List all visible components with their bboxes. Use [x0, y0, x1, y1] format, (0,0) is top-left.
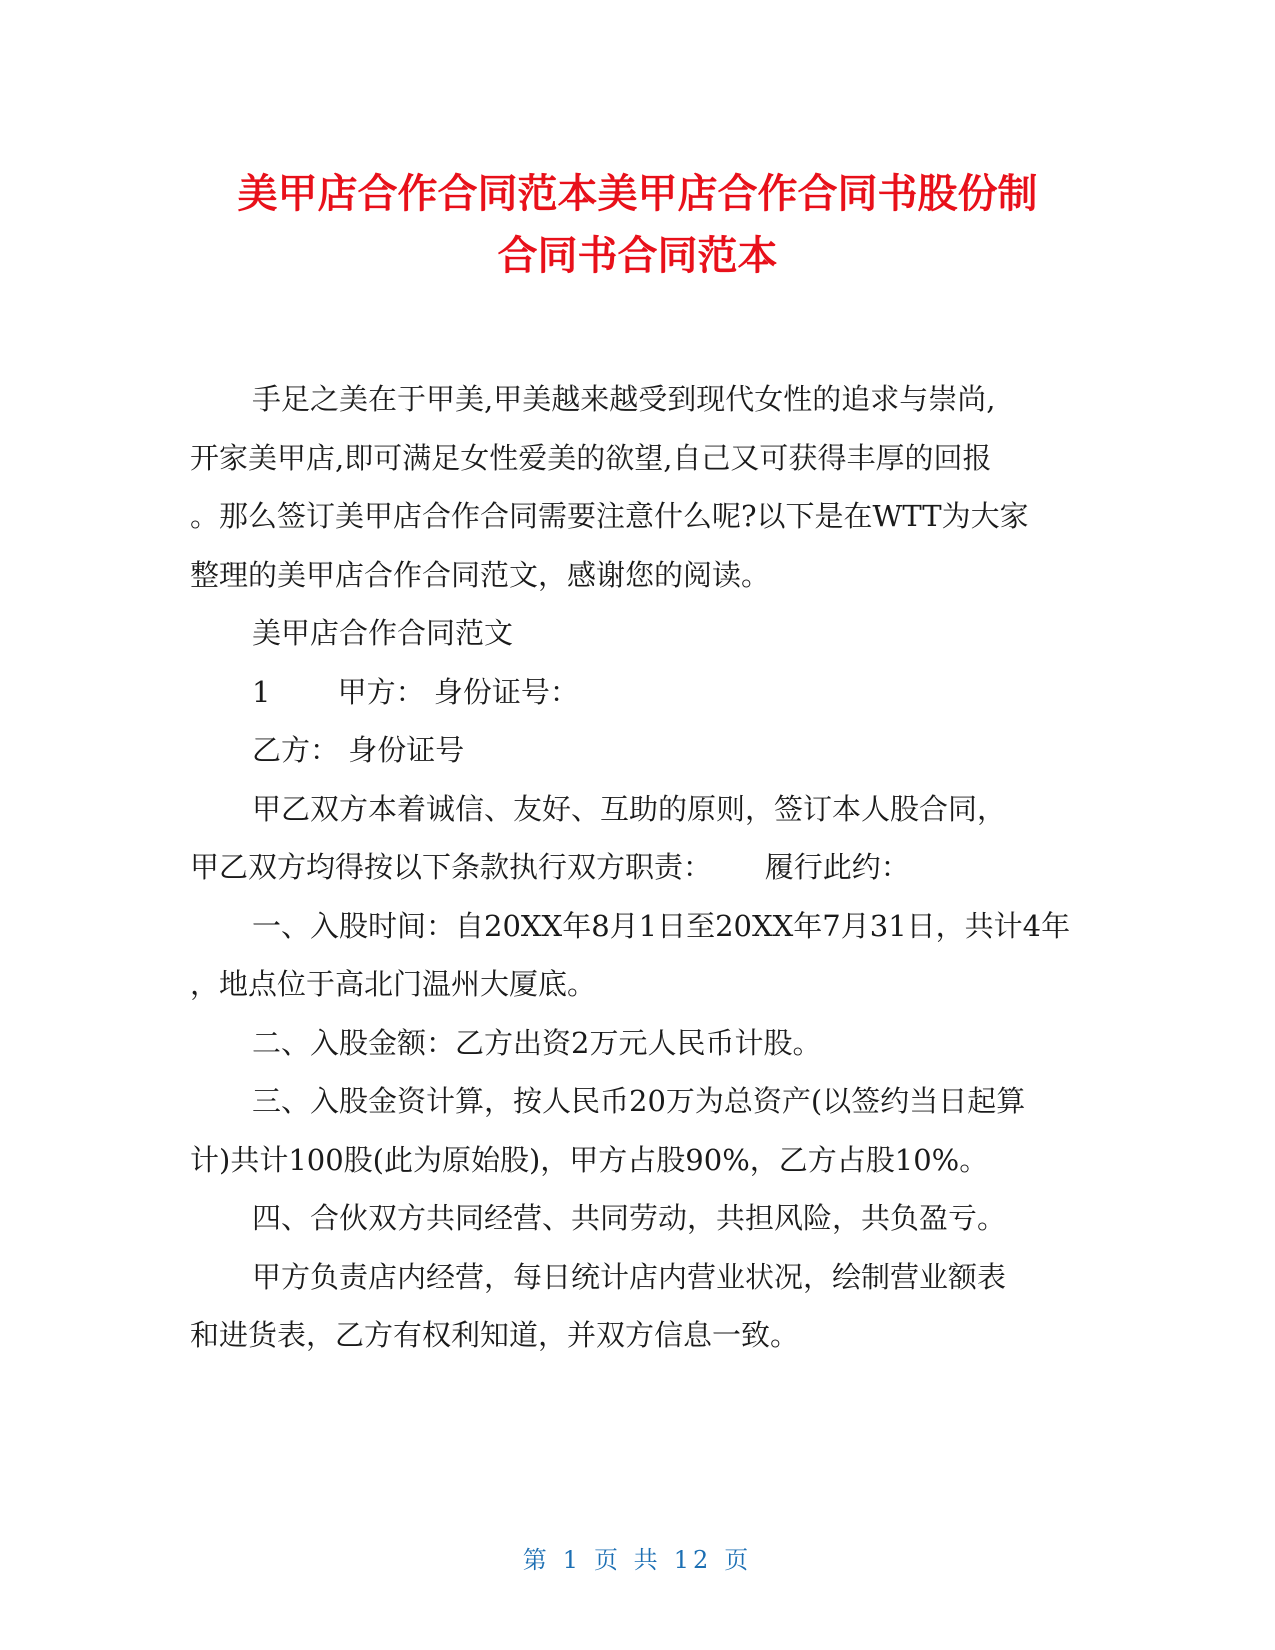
body-line-2: 开家美甲店,即可满足女性爱美的欲望,自己又可获得丰厚的回报	[190, 440, 992, 475]
body-line-13: 三、入股金资计算，按人民币20万为总资产(以签约当日起算	[252, 1084, 1026, 1118]
body-line-6: 1 甲方： 身份证号：	[252, 674, 579, 709]
title-line-2: 合同书合同范本	[497, 233, 778, 279]
page-footer	[0, 1540, 1275, 1575]
body-line-15: 四、合伙双方共同经营、共同劳动，共担风险，共负盈亏。	[252, 1201, 1007, 1235]
body-line-8: 甲乙双方本着诚信、友好、互助的原则，签订本人股合同，	[252, 791, 1007, 826]
document-body	[190, 370, 1080, 1365]
footer-prefix: 第	[522, 1546, 551, 1574]
body-line-4: 整理的美甲店合作合同范文，感谢您的阅读。	[190, 557, 771, 592]
body-line-3: 。那么签订美甲店合作合同需要注意什么呢?以下是在WTT为大家	[190, 499, 1029, 533]
body-line-10: 一、入股时间：自20XX年8月1日至20XX年7月31日，共计4年	[252, 908, 1071, 943]
title-line-1: 美甲店合作合同范本美甲店合作合同书股份制	[237, 171, 1038, 217]
body-line-5: 美甲店合作合同范文	[252, 616, 514, 650]
footer-suffix: 页	[724, 1546, 753, 1574]
footer-total-pages: 12	[673, 1546, 713, 1574]
body-line-11: ，地点位于高北门温州大厦底。	[190, 967, 597, 1001]
footer-middle: 页 共	[594, 1546, 662, 1574]
body-line-14: 计)共计100股(此为原始股)，甲方占股90%，乙方占股10%。	[190, 1142, 989, 1177]
body-line-16: 甲方负责店内经营，每日统计店内营业状况，绘制营业额表	[252, 1259, 1007, 1294]
body-line-17: 和进货表，乙方有权利知道，并双方信息一致。	[190, 1318, 800, 1352]
body-line-1: 手足之美在于甲美,甲美越来越受到现代女性的追求与崇尚,	[252, 382, 996, 416]
footer-page-number: 1	[562, 1546, 583, 1574]
body-line-7: 乙方： 身份证号	[252, 733, 465, 767]
body-line-12: 二、入股金额：乙方出资2万元人民币计股。	[252, 1025, 822, 1060]
document-title	[150, 163, 1125, 287]
body-line-9: 甲乙双方均得按以下条款执行双方职责： 履行此约：	[190, 850, 910, 884]
